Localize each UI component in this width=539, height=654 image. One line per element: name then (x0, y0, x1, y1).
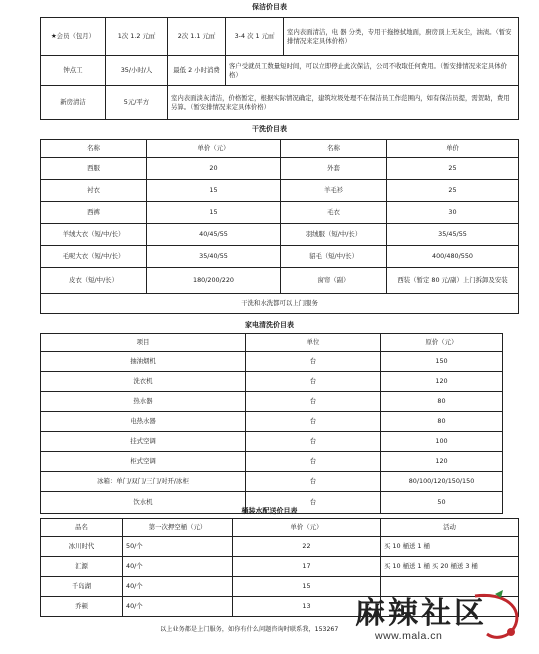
cell: 150 (381, 352, 503, 372)
cell: 15 (147, 202, 281, 224)
table-row (41, 268, 519, 294)
cell: 毛衣 (281, 202, 387, 224)
cell: 千岛湖 (41, 577, 123, 597)
cleaning-title: 保洁价目表 (252, 3, 287, 11)
column-header: 单价 (387, 140, 519, 158)
cell: 80 (381, 412, 503, 432)
cell: 买 10 桶送 1 桶 买 20 桶送 3 桶 (381, 557, 519, 577)
table-header-row (41, 519, 519, 537)
cell: 热水器 (41, 392, 246, 412)
cell: 冰箱：单门/双门/三门/对开/冰柜 (41, 472, 246, 492)
footer-note: 以上业务都是上门服务，如你有什么问题咨询时联系我，153267 (160, 626, 339, 633)
table-row (41, 372, 503, 392)
cell: 17 (233, 557, 381, 577)
cell: 外套 (281, 158, 387, 180)
cell: 40/个 (123, 557, 233, 577)
cell: 3-4 次 1 元㎡ (226, 18, 284, 56)
laundry-title: 干洗价目表 (252, 125, 287, 133)
cell: 羊绒大衣（短/中/长） (41, 224, 147, 246)
cell: 台 (246, 392, 381, 412)
column-header: 活动 (381, 519, 519, 537)
cell: 客户受就员工数量短时间，可以立即停止此次保洁，公司不收取任何费用。（暂安排情况来定具体价格） (226, 56, 519, 86)
table-header-row (41, 334, 503, 352)
cell: 25 (387, 180, 519, 202)
cell: 50/个 (123, 537, 233, 557)
appliance-table (40, 333, 503, 514)
cell: 毛呢大衣（短/中/长） (41, 246, 147, 268)
cell: 20 (147, 158, 281, 180)
column-header: 单价（元） (147, 140, 281, 158)
cell: 台 (246, 472, 381, 492)
table-row (41, 202, 519, 224)
cell: 40/45/55 (147, 224, 281, 246)
cell: 皮衣（短/中/长） (41, 268, 147, 294)
column-header: 原价（元） (381, 334, 503, 352)
watermark-url: www.mala.cn (375, 630, 443, 642)
cell: 2次 1.1 元㎡ (168, 18, 226, 56)
cell: 1次 1.2 元㎡ (106, 18, 168, 56)
table-row (41, 352, 503, 372)
cell: 30 (387, 202, 519, 224)
table-row (41, 472, 503, 492)
cell: 15 (233, 577, 381, 597)
cell: 抽油烟机 (41, 352, 246, 372)
cell: 钟点工 (41, 56, 106, 86)
cell: 15 (147, 180, 281, 202)
cell: 25 (387, 158, 519, 180)
table-row (41, 246, 519, 268)
table-row (41, 412, 503, 432)
column-header: 单位 (246, 334, 381, 352)
cell: 台 (246, 432, 381, 452)
cell: 台 (246, 492, 381, 514)
table-row (41, 392, 503, 412)
table-row (41, 537, 519, 557)
column-header: 第一次押空桶（元） (123, 519, 233, 537)
table-row (41, 56, 519, 86)
cell: 台 (246, 352, 381, 372)
column-header: 单价（元） (233, 519, 381, 537)
cell: 汇源 (41, 557, 123, 577)
cell: ★会员（包月） (41, 18, 106, 56)
cell: 乔顿 (41, 597, 123, 617)
cell: 饮水机 (41, 492, 246, 514)
table-row (41, 86, 519, 120)
cell: 80 (381, 392, 503, 412)
cell: 台 (246, 452, 381, 472)
cell: 台 (246, 372, 381, 392)
cell: 40/个 (123, 577, 233, 597)
laundry-note: 干洗和水洗都可以上门服务 (41, 294, 519, 314)
cell: 180/200/220 (147, 268, 281, 294)
cell: 室内表面清洁，电 器 分类，专用干拖擦拭地面，廚房顶上无灰尘，油渍。（暂安排情况来定具体价格） (284, 18, 519, 56)
cell: 西装（暂定 80 元/副）上门拆卸及安装 (387, 268, 519, 294)
cell: 室内表面淡灰清洁，价格暂定，根据实际情况确定，建筑垃圾处理不在保洁员工作范围内，如有保洁员提，需贺助，费用另算。（暂安排情况来定具体价格） (168, 86, 519, 120)
cell: 台 (246, 412, 381, 432)
cell: 西服 (41, 158, 147, 180)
cell: 新房清洁 (41, 86, 106, 120)
table-row (41, 18, 519, 56)
appliance-title: 家电清洗价目表 (245, 321, 294, 329)
column-header: 名称 (281, 140, 387, 158)
cell: 窗帘（副） (281, 268, 387, 294)
table-row (41, 224, 519, 246)
cell: 挂式空调 (41, 432, 246, 452)
cell: 电热水器 (41, 412, 246, 432)
cell: 35/40/55 (147, 246, 281, 268)
cell: 120 (381, 372, 503, 392)
column-header: 项目 (41, 334, 246, 352)
table-row (41, 294, 519, 314)
cell: 羊毛衫 (281, 180, 387, 202)
water-title: 桶装水配送价目表 (241, 507, 298, 515)
cell: 洗衣机 (41, 372, 246, 392)
cell: 35/小时/人 (106, 56, 168, 86)
table-row (41, 557, 519, 577)
cell: 5元/平方 (106, 86, 168, 120)
table-row (41, 158, 519, 180)
cell: 貂毛（短/中/长） (281, 246, 387, 268)
column-header: 名称 (41, 140, 147, 158)
cell: 最低 2 小时消费 (168, 56, 226, 86)
cell: 西裤 (41, 202, 147, 224)
cell: 40/个 (123, 597, 233, 617)
table-header-row (41, 140, 519, 158)
watermark (355, 588, 525, 650)
watermark-brand: 麻辣社区 (355, 596, 487, 631)
cleaning-table (40, 17, 519, 120)
laundry-table (40, 139, 519, 314)
table-row (41, 452, 503, 472)
cell: 羽绒服（短/中/长） (281, 224, 387, 246)
cell: 衬衣 (41, 180, 147, 202)
cell: 买 10 桶送 1 桶 (381, 537, 519, 557)
table-row (41, 180, 519, 202)
table-row (41, 432, 503, 452)
column-header: 品名 (41, 519, 123, 537)
cell: 35/45/55 (387, 224, 519, 246)
cell: 13 (233, 597, 381, 617)
cell: 50 (381, 492, 503, 514)
cell: 400/480/550 (387, 246, 519, 268)
cell: 100 (381, 432, 503, 452)
cell: 冰川时代 (41, 537, 123, 557)
cell: 柜式空调 (41, 452, 246, 472)
cell: 80/100/120/150/150 (381, 472, 503, 492)
cell: 120 (381, 452, 503, 472)
cell: 22 (233, 537, 381, 557)
